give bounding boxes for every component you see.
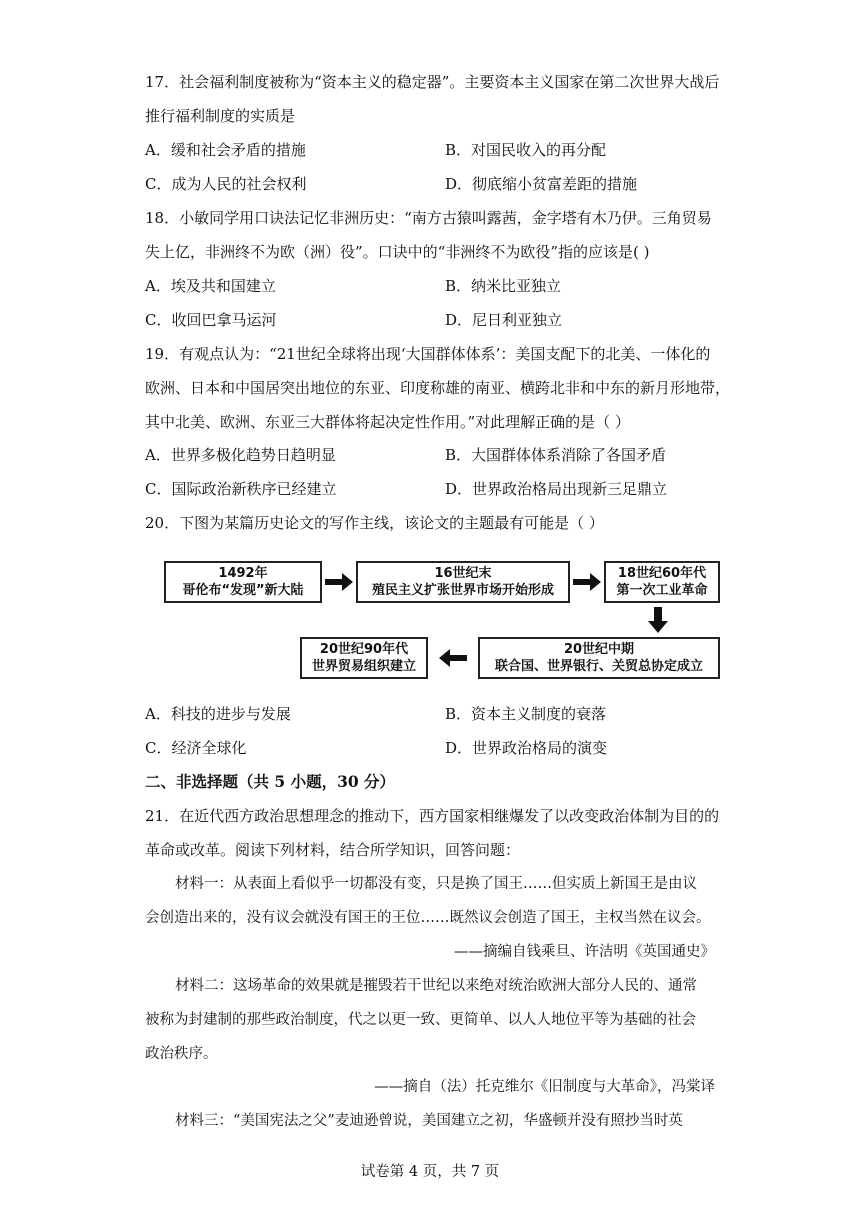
q19-option-c: C．国际政治新秩序已经建立 bbox=[145, 480, 337, 498]
q17-option-b: B．对国民收入的再分配 bbox=[445, 141, 607, 159]
q17-option-c: C．成为人民的社会权利 bbox=[145, 175, 307, 193]
flow-box-18c-event: 第一次工业革命 bbox=[616, 583, 708, 598]
q20-stem-line1: 20．下图为某篇历史论文的写作主线，该论文的主题最有可能是（ ） bbox=[145, 514, 604, 532]
flow-box-20c-90s-event: 世界贸易组织建立 bbox=[311, 659, 416, 674]
q20-option-b: B．资本主义制度的衰落 bbox=[445, 705, 607, 723]
flow-box-1492 bbox=[164, 561, 322, 603]
flow-box-16c bbox=[356, 561, 570, 603]
q18-stem-line1: 18．小敏同学用口诀法记忆非洲历史：“南方古猿叫露茜，金字塔有木乃伊。三角贸易 bbox=[145, 209, 712, 227]
q20-option-a: A．科技的进步与发展 bbox=[145, 705, 291, 723]
q17-option-d: D．彻底缩小贫富差距的措施 bbox=[445, 175, 638, 193]
flow-box-1492-event: 哥伦布“发现”新大陆 bbox=[182, 583, 304, 598]
flow-box-1492-year: 1492年 bbox=[218, 566, 268, 581]
q21-material1-source: ——摘编自钱乘旦、许洁明《英国通史》 bbox=[454, 944, 715, 960]
flow-box-16c-year: 16世纪末 bbox=[434, 566, 492, 581]
flow-box-18c-year: 18世纪60年代 bbox=[617, 566, 707, 581]
flow-box-20c-mid-event: 联合国、世界银行、关贸总协定成立 bbox=[494, 659, 703, 674]
flow-box-18c bbox=[604, 561, 720, 603]
q21-material3-line1: 材料三：“美国宪法之父”麦迪逊曾说，美国建立之初，华盛顿并没有照抄当时英 bbox=[175, 1113, 683, 1129]
q17-option-a: A．缓和社会矛盾的措施 bbox=[145, 141, 306, 159]
q18-option-a: A．埃及共和国建立 bbox=[145, 277, 276, 295]
arrow-right-icon bbox=[570, 568, 604, 596]
flow-box-20c-mid-year: 20世纪中期 bbox=[563, 642, 635, 657]
q19-stem-line2: 欧洲、日本和中国居突出地位的东亚、印度称雄的南亚、横跨北非和中东的新月形地带， bbox=[145, 379, 731, 397]
q20-option-c: C．经济全球化 bbox=[145, 739, 247, 757]
q19-option-a: A．世界多极化趋势日趋明显 bbox=[145, 446, 336, 464]
section-heading: 二、非选择题（共 5 小题，30 分） bbox=[145, 772, 396, 791]
q21-material2-source: ——摘自（法）托克维尔《旧制度与大革命》，冯棠译 bbox=[374, 1079, 715, 1095]
q19-stem-line1: 19．有观点认为：“21世纪全球将出现‘大国群体体系’：美国支配下的北美、一体化的 bbox=[145, 345, 711, 363]
q21-material2-line1: 材料二：这场革命的效果就是摧毁若干世纪以来绝对统治欧洲大部分人民的、通常 bbox=[175, 978, 697, 994]
q21-material1-line2: 会创造出来的，没有议会就没有国王的王位……既然议会创造了国王，主权当然在议会。 bbox=[145, 910, 711, 926]
q17-stem-line1: 17．社会福利制度被称为“资本主义的稳定器”。主要资本主义国家在第二次世界大战后 bbox=[145, 73, 720, 91]
q19-stem-line3: 其中北美、欧洲、东亚三大群体将起决定性作用。”对此理解正确的是（ ） bbox=[145, 413, 630, 431]
flow-box-20c-90s-year: 20世纪90年代 bbox=[319, 642, 409, 657]
page-footer: 试卷第 4 页，共 7 页 bbox=[360, 1164, 500, 1180]
q21-material2-line2: 被称为封建制的那些政治制度，代之以更一致、更简单、以人人地位平等为基础的社会 bbox=[145, 1012, 696, 1028]
q19-option-b: B．大国群体体系消除了各国矛盾 bbox=[445, 446, 667, 464]
q18-option-c: C．收回巴拿马运河 bbox=[145, 311, 277, 329]
q21-stem-line1: 21．在近代西方政治思想理念的推动下，西方国家相继爆发了以改变政治体制为目的的 bbox=[145, 807, 720, 825]
q18-option-d: D．尼日利亚独立 bbox=[445, 311, 563, 329]
q20-option-d: D．世界政治格局的演变 bbox=[445, 739, 608, 757]
flow-box-20c-mid bbox=[478, 637, 720, 679]
q21-material2-line3: 政治秩序。 bbox=[145, 1046, 218, 1062]
arrow-down-icon bbox=[646, 605, 670, 635]
flow-box-16c-event: 殖民主义扩张世界市场开始形成 bbox=[371, 583, 554, 598]
q18-stem-line2: 失上亿，非洲终不为欧（洲）役”。口诀中的“非洲终不为欧役”指的应该是( ) bbox=[145, 243, 650, 261]
flow-box-20c-90s bbox=[300, 637, 428, 679]
q21-material1-line1: 材料一：从表面上看似乎一切都没有变，只是换了国王……但实质上新国王是由议 bbox=[175, 876, 697, 892]
q18-option-b: B．纳米比亚独立 bbox=[445, 277, 562, 295]
arrow-right-icon bbox=[322, 568, 356, 596]
q17-stem-line2: 推行福利制度的实质是 bbox=[145, 107, 296, 125]
q21-stem-line2: 革命或改革。阅读下列材料，结合所学知识，回答问题： bbox=[145, 841, 521, 859]
q19-option-d: D．世界政治格局出现新三足鼎立 bbox=[445, 480, 668, 498]
arrow-left-icon bbox=[436, 644, 470, 672]
